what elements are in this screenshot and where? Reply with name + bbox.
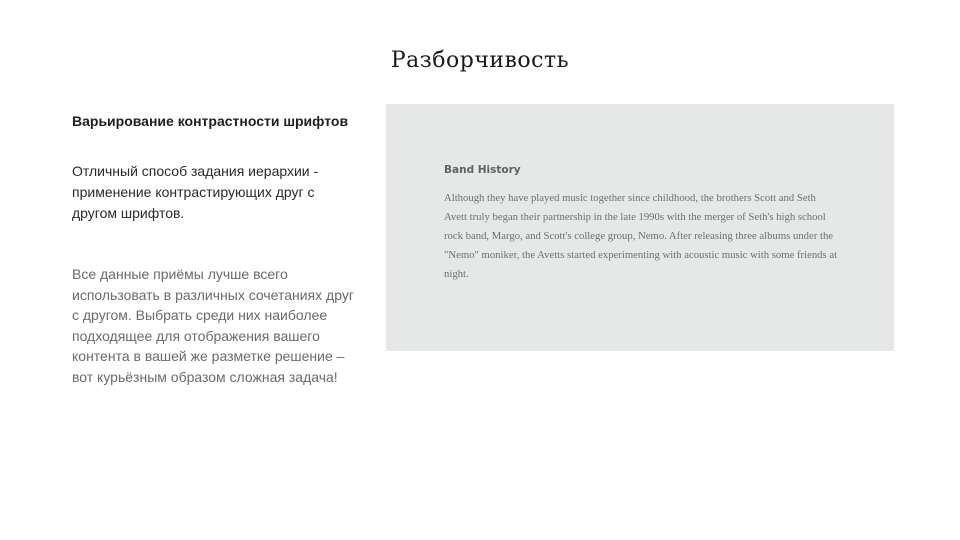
intro-paragraph: Отличный способ задания иерархии - применение контрастирующих друг с другом шрифтов. [72, 163, 319, 221]
secondary-paragraph: Все данные приёмы лучше всего использовать в различных сочетаниях друг с другом. Выбрать среди них наиболее подходящее для отображения вашего контента в вашей же разметке решение – вот курьёзным образом сложная задача! [72, 266, 354, 385]
left-text-column [72, 111, 362, 387]
sample-body-text: Although they have played music together since childhood, the brothers Scott and Seth Avett truly began their partnership in the late 1990s with the merger of Seth's high school rock band, Margo, and Scott's college group, Nemo. After releasing three albums under the "Nemo" moniker, the Avetts started experimenting with acoustic music with some friends at night. [444, 192, 838, 280]
slide-title: Разборчивость [390, 48, 570, 73]
sample-heading: Band History [444, 164, 521, 176]
section-subheading: Варьирование контрастности шрифтов [72, 113, 349, 129]
typography-sample-image [386, 104, 894, 351]
